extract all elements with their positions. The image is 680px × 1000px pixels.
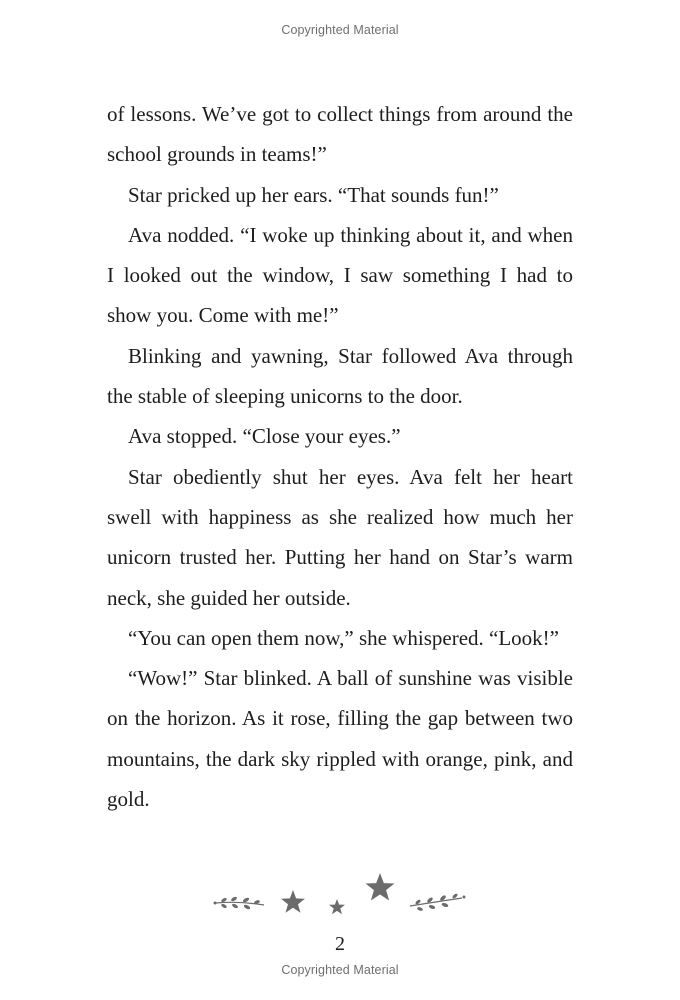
paragraph-3: Ava nodded. “I woke up thinking about it, and when I looked out the window, I saw something I had to show you. Come with me!” [107, 222, 573, 328]
copyright-watermark-bottom: Copyrighted Material [281, 963, 399, 977]
paragraph-7: “You can open them now,” she whispered. “Look!” [128, 625, 559, 650]
story-text [107, 94, 573, 819]
paragraph-1: of lessons. We’ve got to collect things from around the school grounds in teams!” [107, 102, 573, 167]
stars-and-vines-divider-icon [210, 868, 470, 918]
page-number: 2 [335, 933, 345, 955]
paragraph-4: Blinking and yawning, Star followed Ava through the stable of sleeping unicorns to the door. [107, 343, 573, 409]
paragraph-2: Star pricked up her ears. “That sounds fun!” [128, 182, 499, 207]
paragraph-5: Ava stopped. “Close your eyes.” [128, 424, 401, 449]
copyright-watermark-top: Copyrighted Material [281, 23, 399, 37]
paragraph-8: “Wow!” Star blinked. A ball of sunshine was visible on the horizon. As it rose, filling the gap between two mountains, the dark sky rippled with orange, pink, and gold. [107, 666, 573, 812]
paragraph-6: Star obediently shut her eyes. Ava felt her heart swell with happiness as she realized how much her unicorn trusted her. Putting her hand on Star’s warm neck, she guided her outside. [107, 464, 573, 610]
